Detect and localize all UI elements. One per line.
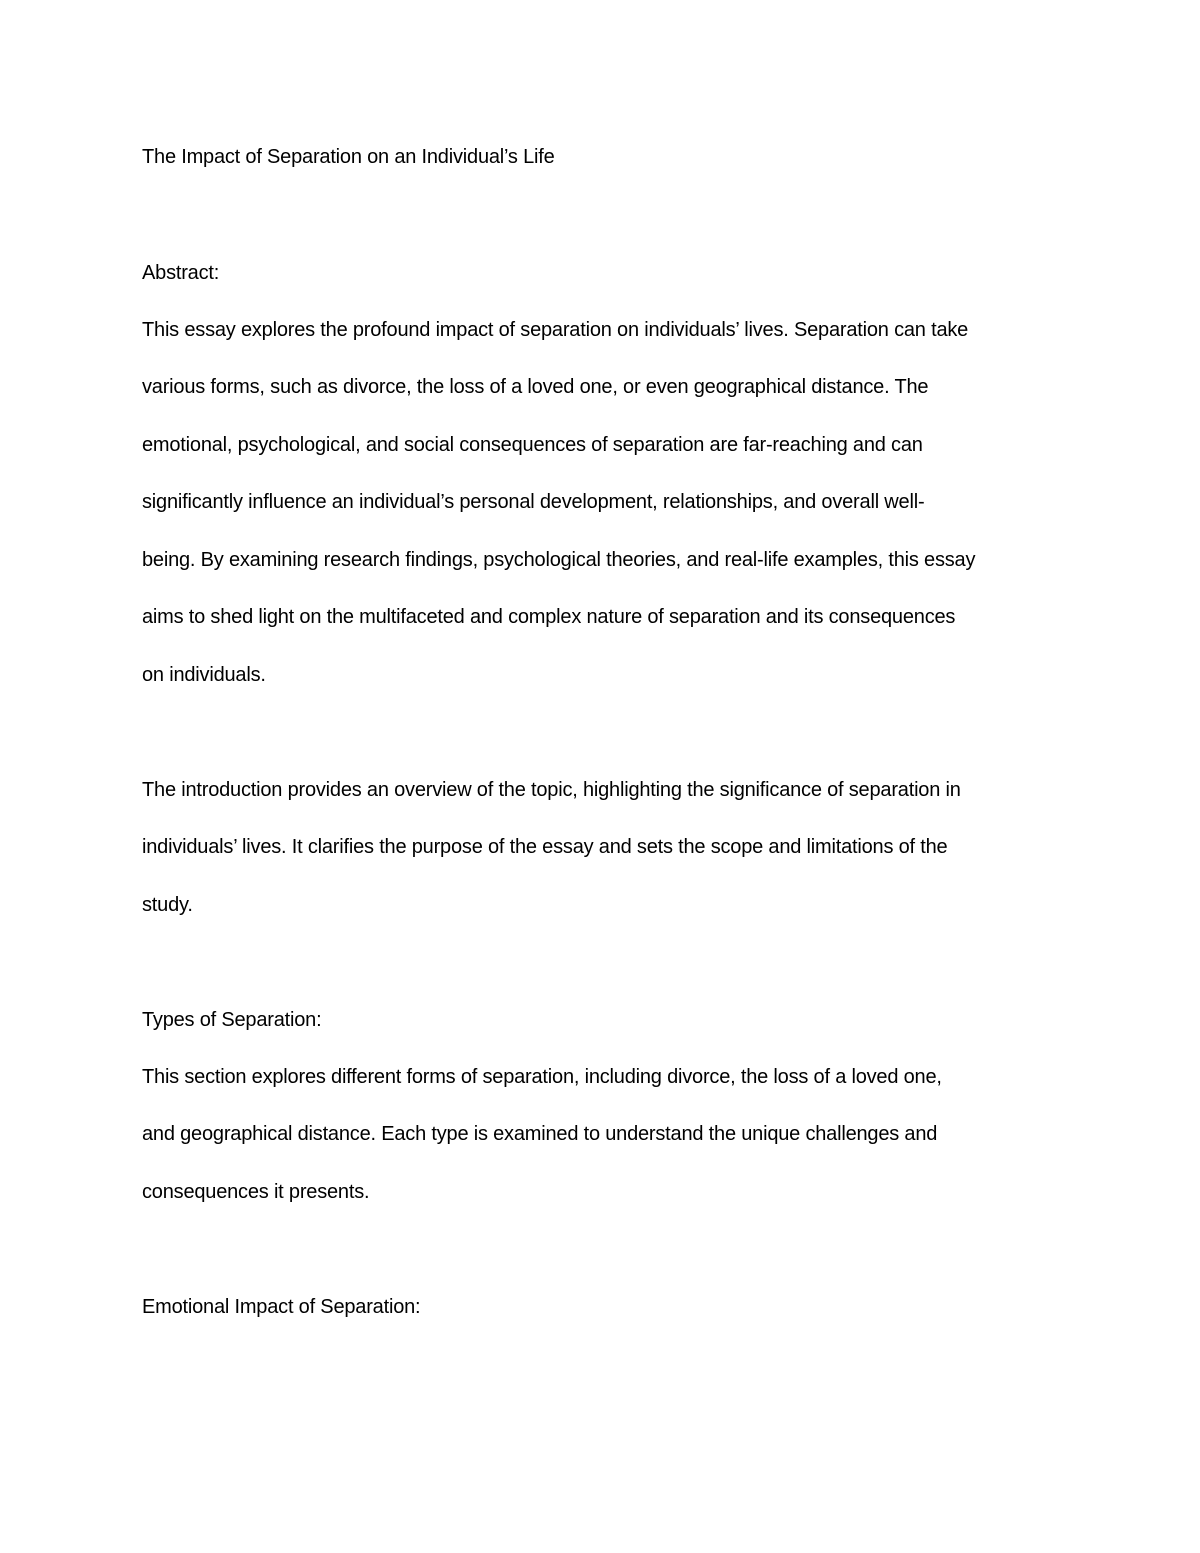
intro-line: study. (142, 894, 193, 916)
abstract-line: aims to shed light on the multifaceted and complex nature of separation and its consequences (142, 606, 956, 628)
types-line: This section explores different forms of separation, including divorce, the loss of a loved one, (142, 1066, 942, 1088)
types-line: consequences it presents. (142, 1181, 370, 1203)
abstract-line: being. By examining research findings, psychological theories, and real-life examples, this essay (142, 549, 976, 571)
document-title: The Impact of Separation on an Individual’s Life (142, 146, 555, 168)
abstract-line: This essay explores the profound impact of separation on individuals’ lives. Separation can take (142, 319, 969, 341)
emotional-heading: Emotional Impact of Separation: (142, 1296, 421, 1318)
abstract-line: emotional, psychological, and social consequences of separation are far-reaching and can (142, 434, 923, 456)
intro-line: The introduction provides an overview of the topic, highlighting the significance of separation in (142, 779, 961, 801)
abstract-line: significantly influence an individual’s personal development, relationships, and overall well- (142, 491, 925, 513)
abstract-heading: Abstract: (142, 262, 220, 284)
types-line: and geographical distance. Each type is examined to understand the unique challenges and (142, 1123, 938, 1145)
abstract-line: on individuals. (142, 664, 266, 686)
types-heading: Types of Separation: (142, 1009, 322, 1031)
abstract-line: various forms, such as divorce, the loss of a loved one, or even geographical distance. The (142, 376, 929, 398)
intro-line: individuals’ lives. It clarifies the purpose of the essay and sets the scope and limitations of the (142, 836, 948, 858)
